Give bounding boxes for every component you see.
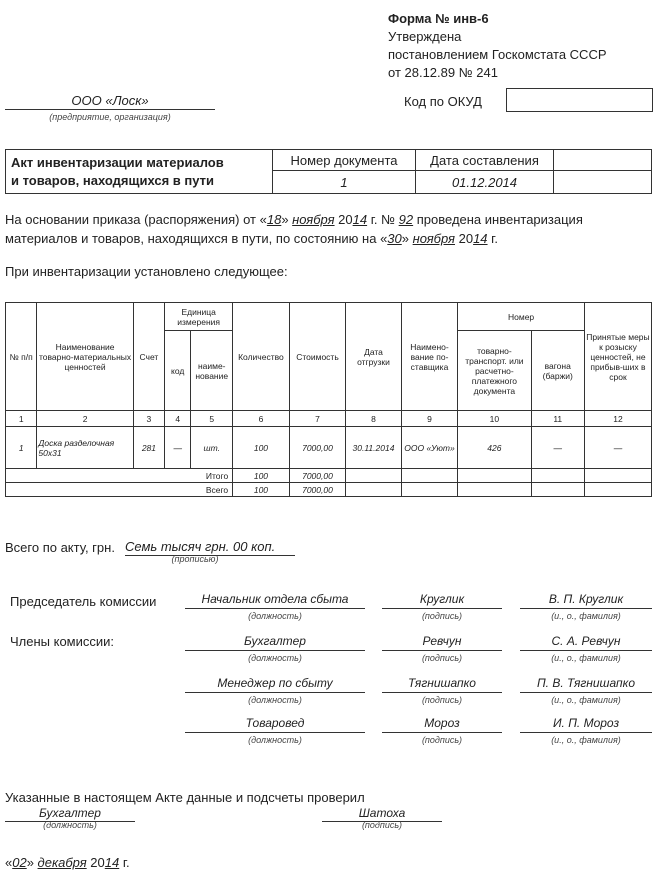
th-measures: Принятые меры к розыску ценностей, не прибыв-ших в срок bbox=[584, 303, 651, 411]
doc-date: 01.12.2014 bbox=[416, 171, 554, 194]
checked-signature: Шатоха bbox=[358, 806, 406, 820]
position-caption: (должность) bbox=[248, 695, 302, 705]
th-unit-name: наиме-нование bbox=[191, 331, 233, 411]
col-number: 10 bbox=[458, 411, 531, 427]
doc-number-label: Номер документа bbox=[273, 150, 416, 171]
th-wagon: вагона (баржи) bbox=[531, 331, 584, 411]
signature-line bbox=[382, 650, 502, 651]
position-value: Бухгалтер bbox=[244, 634, 306, 648]
name-line bbox=[520, 650, 652, 651]
signature-caption: (подпись) bbox=[421, 735, 463, 745]
name-line bbox=[520, 608, 652, 609]
established-text: При инвентаризации установлено следующее: bbox=[5, 264, 288, 279]
col-number: 9 bbox=[401, 411, 458, 427]
total-act-caption: (прописью) bbox=[171, 554, 219, 564]
th-number: Номер bbox=[458, 303, 585, 331]
cell-num: 1 bbox=[6, 427, 37, 469]
col-number: 4 bbox=[165, 411, 191, 427]
signature-value: Ревчун bbox=[422, 634, 462, 648]
th-supplier: Наимено-вание по-ставщика bbox=[401, 303, 458, 411]
chairman-label: Председатель комиссии bbox=[10, 594, 157, 609]
org-name: ООО «Лоск» bbox=[71, 93, 149, 108]
position-caption: (должность) bbox=[248, 653, 302, 663]
members-label: Члены комиссии: bbox=[10, 634, 115, 649]
th-code: код bbox=[165, 331, 191, 411]
form-title: Форма № инв-6 bbox=[388, 11, 489, 26]
okud-label: Код по ОКУД bbox=[404, 94, 482, 109]
grand-label: Всего bbox=[6, 483, 233, 497]
column-numbers-row bbox=[6, 411, 652, 427]
basis-year: 14 bbox=[352, 212, 368, 227]
basis-line2: материалов и товаров, находящихся в пути, по состоянию на «30» ноября 2014 г. bbox=[5, 231, 498, 246]
basis-day2: 30 bbox=[387, 231, 402, 246]
position-line bbox=[185, 692, 365, 693]
total-act-amount: Семь тысяч грн. 00 коп. bbox=[125, 539, 276, 554]
signature-value: Круглик bbox=[419, 592, 465, 606]
cell-wagon: — bbox=[531, 427, 584, 469]
signature-caption: (подпись) bbox=[421, 653, 463, 663]
signature-line bbox=[382, 732, 502, 733]
org-caption: (предприятие, организация) bbox=[49, 112, 171, 122]
cell-supplier: ООО «Уют» bbox=[401, 427, 458, 469]
grand-total-row bbox=[6, 483, 652, 497]
position-line bbox=[185, 650, 365, 651]
checked-label: Указанные в настоящем Акте данные и подсчеты проверил bbox=[5, 790, 365, 805]
cell-unit: шт. bbox=[191, 427, 233, 469]
total-row bbox=[6, 469, 652, 483]
cell-transport-doc: 426 bbox=[458, 427, 531, 469]
cell-code: — bbox=[165, 427, 191, 469]
okud-box[interactable] bbox=[506, 88, 653, 112]
position-value: Начальник отдела сбыта bbox=[201, 592, 349, 606]
name-caption: (и., о., фамилия) bbox=[551, 735, 621, 745]
final-date: «02» декабря 2014 г. bbox=[5, 855, 130, 870]
col-number: 8 bbox=[346, 411, 401, 427]
signature-caption: (подпись) bbox=[421, 695, 463, 705]
th-ship-date: Дата отгрузки bbox=[346, 303, 401, 411]
col-number: 12 bbox=[584, 411, 651, 427]
signature-line bbox=[382, 692, 502, 693]
signature-caption: (подпись) bbox=[421, 611, 463, 621]
th-qty: Количество bbox=[233, 303, 290, 411]
checked-position-caption: (должность) bbox=[43, 820, 97, 830]
position-line bbox=[185, 732, 365, 733]
grand-qty: 100 bbox=[233, 483, 290, 497]
total-label: Итого bbox=[6, 469, 233, 483]
name-caption: (и., о., фамилия) bbox=[551, 695, 621, 705]
form-header bbox=[388, 10, 607, 82]
col-number: 11 bbox=[531, 411, 584, 427]
name-caption: (и., о., фамилия) bbox=[551, 653, 621, 663]
th-num: № п/п bbox=[6, 303, 37, 411]
signature-line bbox=[382, 608, 502, 609]
name-line bbox=[520, 692, 652, 693]
name-value: В. П. Круглик bbox=[548, 592, 624, 606]
doc-number: 1 bbox=[273, 171, 416, 194]
col-number: 1 bbox=[6, 411, 37, 427]
form-decree: постановлением Госкомстата СССР bbox=[388, 47, 607, 62]
form-approved: Утверждена bbox=[388, 29, 462, 44]
final-date-day: 02 bbox=[12, 855, 27, 870]
basis-day: 18 bbox=[266, 212, 282, 227]
act-empty-cell-2 bbox=[554, 171, 652, 194]
basis-month: ноября bbox=[292, 212, 335, 227]
cell-ship-date: 30.11.2014 bbox=[346, 427, 401, 469]
cell-account: 281 bbox=[133, 427, 164, 469]
act-title bbox=[6, 150, 273, 194]
final-date-year: 14 bbox=[104, 855, 120, 870]
th-transport-doc: товарно-транспорт. или расчетно-платежного документа bbox=[458, 331, 531, 411]
basis-line1: На основании приказа (распоряжения) от «18» ноября 2014 г. № 92 проведена инвентаризация bbox=[5, 212, 583, 227]
doc-date-label: Дата составления bbox=[416, 150, 554, 171]
table-row bbox=[6, 427, 652, 469]
checked-position: Бухгалтер bbox=[39, 806, 101, 820]
act-title-line1: Акт инвентаризации материалов bbox=[11, 154, 224, 170]
basis-paragraph bbox=[5, 210, 650, 248]
act-title-line2: и товаров, находящихся в пути bbox=[11, 172, 214, 188]
position-caption: (должность) bbox=[248, 611, 302, 621]
signature-value: Тягнишапко bbox=[408, 676, 476, 690]
cell-measures: — bbox=[584, 427, 651, 469]
position-caption: (должность) bbox=[248, 735, 302, 745]
cell-qty: 100 bbox=[233, 427, 290, 469]
col-number: 6 bbox=[233, 411, 290, 427]
name-value: С. А. Ревчун bbox=[551, 634, 621, 648]
final-date-month: декабря bbox=[37, 855, 87, 870]
col-number: 7 bbox=[289, 411, 346, 427]
col-number: 2 bbox=[37, 411, 133, 427]
total-qty: 100 bbox=[233, 469, 290, 483]
act-empty-cell bbox=[554, 150, 652, 171]
signature-value: Мороз bbox=[424, 716, 460, 730]
name-value: П. В. Тягнишапко bbox=[536, 676, 635, 690]
name-line bbox=[520, 732, 652, 733]
act-header-table bbox=[5, 149, 652, 194]
th-name: Наименование товарно-материальных ценностей bbox=[37, 303, 133, 411]
col-number: 3 bbox=[133, 411, 164, 427]
position-line bbox=[185, 608, 365, 609]
th-unit: Единица измерения bbox=[165, 303, 233, 331]
form-date: от 28.12.89 № 241 bbox=[388, 65, 498, 80]
name-value: И. П. Мороз bbox=[552, 716, 620, 730]
position-value: Товаровед bbox=[245, 716, 305, 730]
basis-order-no: 92 bbox=[398, 212, 414, 227]
cell-cost: 7000,00 bbox=[289, 427, 346, 469]
basis-year2: 14 bbox=[473, 231, 488, 246]
th-cost: Стоимость bbox=[289, 303, 346, 411]
name-caption: (и., о., фамилия) bbox=[551, 611, 621, 621]
total-act-label: Всего по акту, грн. bbox=[5, 540, 115, 555]
total-cost: 7000,00 bbox=[289, 469, 346, 483]
th-account: Счет bbox=[133, 303, 164, 411]
position-value: Менеджер по сбыту bbox=[217, 676, 333, 690]
inventory-table bbox=[5, 302, 652, 497]
org-underline bbox=[5, 109, 215, 110]
col-number: 5 bbox=[191, 411, 233, 427]
cell-name: Доска разделочная 50x31 bbox=[37, 427, 133, 469]
grand-cost: 7000,00 bbox=[289, 483, 346, 497]
basis-month2: ноября bbox=[412, 231, 455, 246]
checked-signature-caption: (подпись) bbox=[361, 820, 403, 830]
